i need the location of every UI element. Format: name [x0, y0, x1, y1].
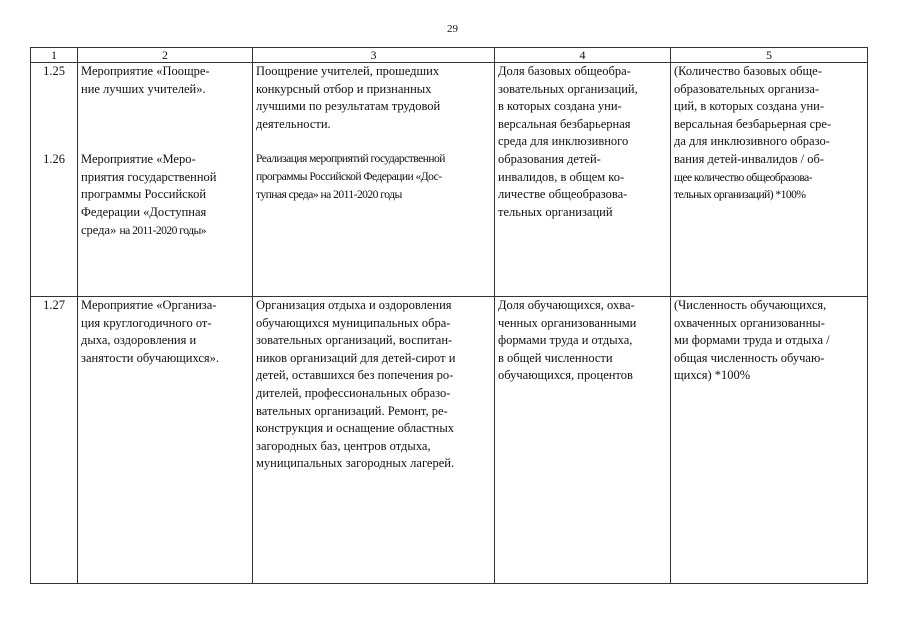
formula-tail: щее количество общеобразова- тельных организаций) *100% [674, 170, 813, 202]
formula-1-27: (Численность обучающихся, охваченных организованны- ми формами труда и отдыха / общая численность обучаю- щихся) *100% [671, 297, 868, 584]
header-col-1: 1 [31, 48, 78, 63]
measures-table [30, 47, 868, 584]
header-col-3: 3 [253, 48, 495, 63]
indicator-1-27: Доля обучающихся, охва- ченных организованными формами труда и отдыха, в общей численности обучающихся, процентов [495, 297, 671, 584]
table-row [31, 63, 868, 297]
formula-cell [671, 63, 868, 297]
table-row [31, 297, 868, 584]
indicator-cell: Доля базовых общеобра- зовательных организаций, в которых создана уни- версальная безбарьерная среда для инклюзивного образования детей- инвалидов, в общем ко- личестве общеобразова- тельных организаций [495, 63, 671, 297]
event-name-1-26-years: на 2011-2020 годы» [119, 223, 206, 237]
event-description-1-27: Организация отдыха и оздоровления обучающихся муниципальных обра- зовательных организаций, воспитан- ников организаций для детей-сирот и детей, оставшихся без попечения ро- дителей, профессиональных образо- вательных организаций. Ремонт, ре- конструкция и оснащение областных загородных баз, центров отдыха, муниципальных загородных лагерей. [253, 297, 495, 584]
row-number-cell [31, 63, 78, 297]
header-col-2: 2 [78, 48, 253, 63]
event-description-cell [253, 63, 495, 297]
event-name-1-25: Мероприятие «Поощре- ние лучших учителей». [81, 64, 210, 96]
row-number-1-25: 1.25 [43, 64, 65, 78]
event-name-1-27: Мероприятие «Организа- ция круглогодичного от- дыха, оздоровления и занятости обучающихся». [78, 297, 253, 584]
page-number: 29 [447, 23, 458, 35]
event-description-1-26: Реализация мероприятий государственной программы Российской Федерации «Дос- тупная среда» на 2011-2020 годы [256, 152, 445, 201]
header-col-5: 5 [671, 48, 868, 63]
event-name-cell [78, 63, 253, 297]
row-number-1-26: 1.26 [43, 151, 65, 166]
event-name-1-26: Мероприятие «Меро- приятия государственной программы Российской Федерации «Доступная среда» [81, 152, 217, 237]
formula-main: (Количество базовых обще- образовательных организа- ций, в которых создана уни- версальная безбарьерная сре- да для инклюзивного образо- вания детей-инвалидов / об- [674, 64, 832, 166]
header-row [31, 48, 868, 63]
row-number-1-27: 1.27 [31, 297, 78, 584]
event-description-1-25: Поощрение учителей, прошедших конкурсный отбор и признанных лучшими по результатам трудовой деятельности. [256, 64, 441, 131]
header-col-4: 4 [495, 48, 671, 63]
